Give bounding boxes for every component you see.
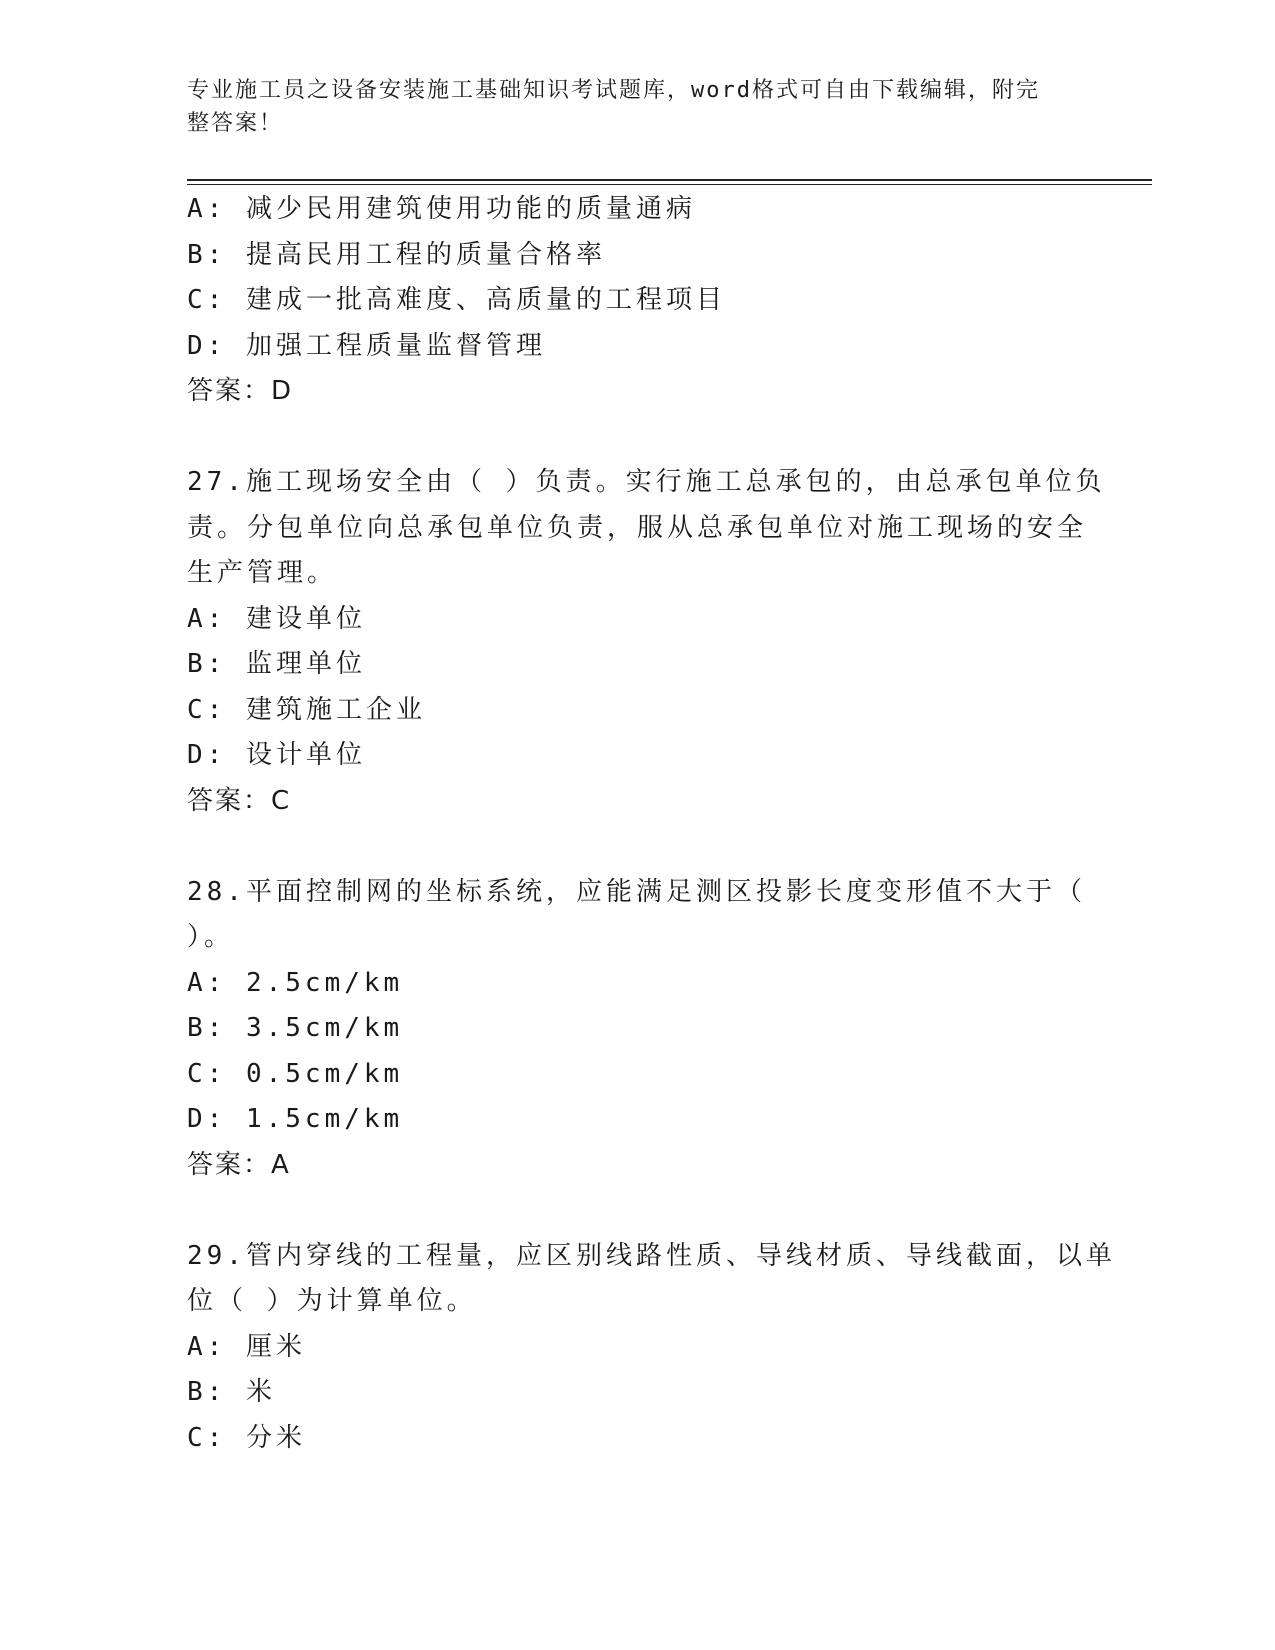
question-block-29: [187, 1234, 1116, 1462]
option-a: A: 建设单位: [187, 603, 366, 634]
question-stem-line: 27.施工现场安全由（ ）负责。实行施工总承包的，由总承包单位负: [187, 467, 1106, 497]
header-divider-thin: [187, 184, 1152, 185]
option-a: A: 2.5cm/km: [187, 967, 404, 998]
header-divider-thick: [187, 179, 1152, 181]
question-stem-line: 28.平面控制网的坐标系统，应能满足测区投影长度变形值不大于（: [187, 876, 1086, 907]
spacer: [187, 824, 1087, 870]
question-stem-line: 29.管内穿线的工程量，应区别线路性质、导线材质、导线截面，以单: [187, 1240, 1116, 1271]
option-a: A: 厘米: [187, 1331, 306, 1362]
question-block-28: [187, 870, 1087, 1189]
option-c: C: 建筑施工企业: [187, 694, 426, 725]
answer-line: 答案：C: [187, 785, 292, 816]
spacer: [187, 415, 1087, 461]
header-line-1: 专业施工员之设备安装施工基础知识考试题库，word格式可自由下载编辑，附完: [187, 78, 1040, 103]
option-c: C: 0.5cm/km: [187, 1058, 404, 1089]
question-stem-line: 生产管理。: [187, 558, 338, 588]
question-block-26: [187, 187, 1087, 415]
spacer: [187, 1188, 1087, 1234]
option-d: D: 1.5cm/km: [187, 1104, 404, 1134]
option-b: B: 提高民用工程的质量合格率: [187, 239, 606, 270]
option-a: A: 减少民用建筑使用功能的质量通病: [187, 194, 696, 224]
question-list: [187, 187, 1116, 1461]
answer-line: 答案：A: [187, 1149, 291, 1180]
option-c: C: 分米: [187, 1422, 306, 1453]
answer-line: 答案：D: [187, 376, 294, 406]
option-b: B: 监理单位: [187, 649, 366, 679]
option-b: B: 3.5cm/km: [187, 1013, 404, 1043]
option-b: B: 米: [187, 1377, 276, 1407]
option-d: D: 加强工程质量监督管理: [187, 330, 546, 361]
header-line-2: 整答案！: [187, 111, 284, 136]
question-stem-line: 位（ ）为计算单位。: [187, 1286, 477, 1316]
option-d: D: 设计单位: [187, 740, 366, 770]
question-block-27: [187, 460, 1106, 824]
option-c: C: 建成一批高难度、高质量的工程项目: [187, 285, 726, 315]
question-stem-line: 责。分包单位向总承包单位负责，服从总承包单位对施工现场的安全: [187, 512, 1088, 543]
document-header: [187, 74, 1067, 140]
question-stem-line: ）。: [187, 922, 235, 952]
